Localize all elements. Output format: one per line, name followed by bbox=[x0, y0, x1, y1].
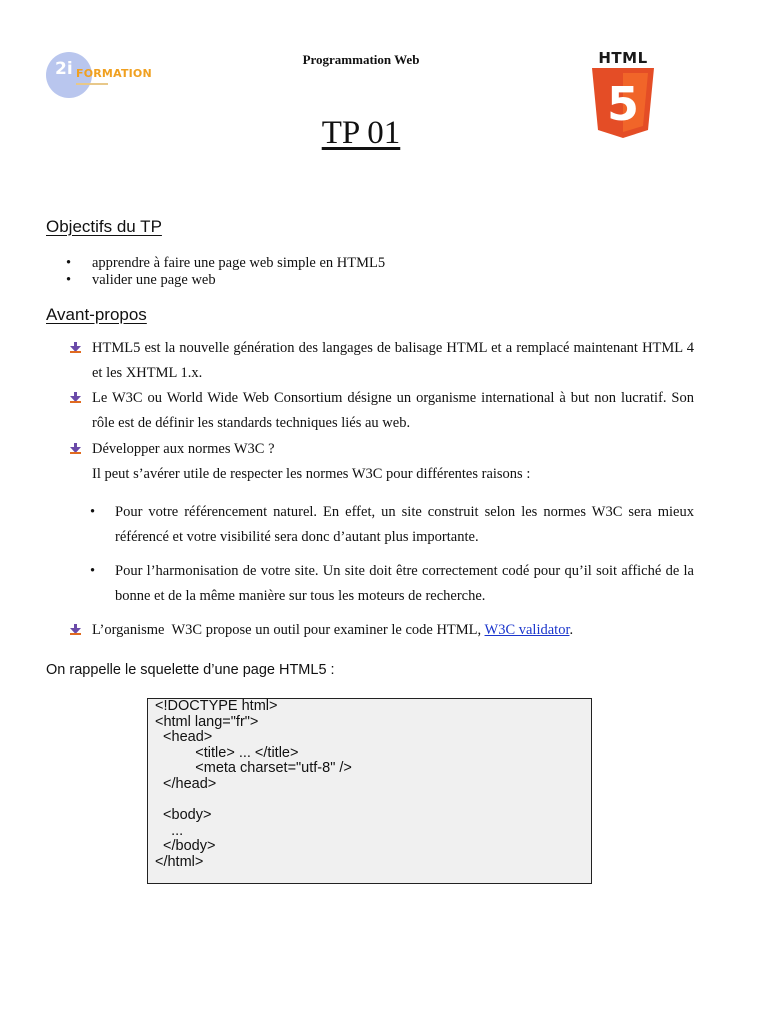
code-content: <!DOCTYPE html> <html lang="fr"> <head> <title> ... </title> <meta charset="utf-8" /> </head> <body> ... </body> </html> bbox=[155, 698, 352, 870]
avant-propos-heading: Avant-propos bbox=[46, 305, 147, 324]
header-title: Programmation Web bbox=[302, 52, 420, 67]
avant-propos-item: Le W3C ou World Wide Web Consortium désigne un organisme international à but non lucratif. Son rôle est de définir les standards techniques liés au web. bbox=[92, 390, 694, 431]
avant-propos-item: Développer aux normes W3C ? bbox=[92, 441, 275, 457]
bullet-arrow-icon bbox=[70, 342, 81, 353]
sub-bullet: • bbox=[90, 504, 96, 520]
reason-item: Pour l’harmonisation de votre site. Un site doit être correctement codé pour qu’il soit affiché de la bonne et de la même manière sur tous les moteurs de recherche. bbox=[115, 563, 694, 604]
list-item: • apprendre à faire une page web simple en HTML5 bbox=[66, 255, 385, 272]
validator-text: L’organisme W3C propose un outil pour examiner le code HTML, bbox=[92, 622, 485, 638]
objectifs-heading: Objectifs du TP bbox=[46, 217, 162, 236]
code-block bbox=[147, 698, 592, 884]
html5-logo-text: HTML bbox=[598, 49, 648, 67]
bullet-arrow-icon bbox=[70, 624, 81, 635]
logo-mark: 2i bbox=[55, 59, 73, 79]
rappel-text: On rappelle le squelette d’une page HTML5 : bbox=[46, 662, 335, 678]
bullet-arrow-icon bbox=[70, 392, 81, 403]
logo-text: FORMATION bbox=[76, 67, 152, 80]
sub-bullet: • bbox=[90, 563, 96, 579]
validator-end: . bbox=[569, 622, 574, 638]
document-title: TP 01 bbox=[321, 115, 401, 151]
avant-propos-item: Il peut s’avérer utile de respecter les normes W3C pour différentes raisons : bbox=[92, 466, 531, 482]
reason-item: Pour votre référencement naturel. En effet, un site construit selon les normes W3C sera mieux référencé et votre visibilité sera donc d’autant plus importante. bbox=[115, 504, 694, 545]
validator-line bbox=[92, 618, 694, 643]
list-item: • valider une page web bbox=[66, 272, 385, 289]
objectifs-list bbox=[66, 255, 385, 289]
w3c-validator-link[interactable]: W3C validator bbox=[484, 622, 570, 638]
logo-divider bbox=[76, 83, 108, 85]
bullet-arrow-icon bbox=[70, 443, 81, 454]
avant-propos-item: HTML5 est la nouvelle génération des langages de balisage HTML et a remplacé maintenant HTML 4 et les XHTML 1.x. bbox=[92, 340, 694, 381]
html5-logo-mark: 5 bbox=[606, 77, 640, 131]
